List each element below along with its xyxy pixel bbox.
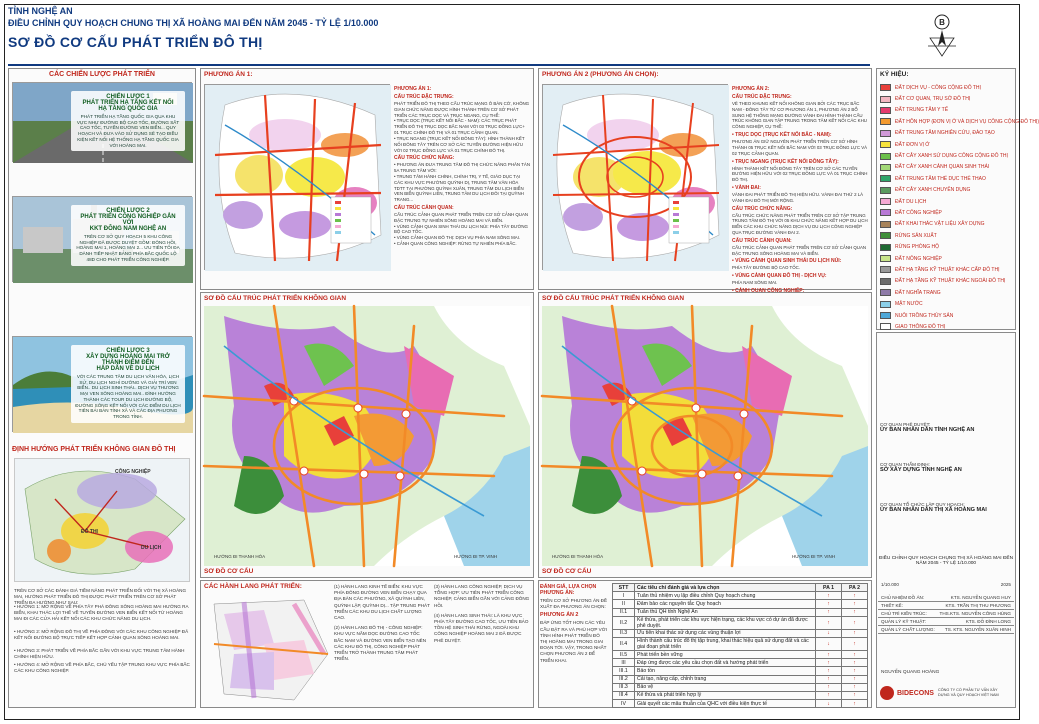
- option2-block-text: PHƯƠNG ÁN GIỮ NGUYÊN PHÁT TRIỂN TRÊN CƠ SỞ HÌNH THÀNH 05 TRỤC KẾT NỐI BẮC NAM VỚI 03 TRỤC ĐỒNG LỰC VÀ 02 TRỤC CẢNH QUAN.: [732, 139, 868, 156]
- spatial-map-2: [542, 306, 868, 566]
- legend-title: KÝ HIỆU:: [880, 71, 909, 78]
- company-name: CÔNG TY CỔ PHẦN TƯ VẤN XÂY DỰNG VÀ QUY HOẠCH VIỆT NAM: [937, 688, 999, 697]
- legend-item: [880, 276, 1014, 287]
- strategy-2-caption: [71, 205, 185, 266]
- legend-swatch: [880, 187, 891, 194]
- option2-title: PHƯƠNG ÁN 2 (PHƯƠNG ÁN CHỌN):: [542, 71, 659, 78]
- criteria-mark: ↑: [842, 700, 868, 708]
- option1-block-text: PHÁT TRIỂN ĐÔ THỊ THEO CẤU TRÚC MẠNG Ô BÀN CỜ, KHÔNG GIAN CHỨC NĂNG ĐƯỢC HÌNH THÀNH TRÊN CƠ SỞ PHÁT TRIỂN CÁC TRỤC DỌC VÀ TRỤC NGANG, CỤ THỂ:: [394, 101, 530, 118]
- legend-swatch: [880, 130, 891, 137]
- signature-role: THIẾT KẾ:: [881, 603, 903, 608]
- strategy-3-title: CHIẾN LƯỢC 3 XÂY DỰNG HOÀNG MAI TRỞ THÀNH ĐIỂM ĐẾN HẤP DẪN VỀ DU LỊCH: [86, 348, 170, 372]
- criteria-label: Cải tạo, nâng cấp, chỉnh trang: [635, 675, 816, 683]
- criteria-label: Ưu tiên khai thác sử dụng các vùng thuận lợi: [635, 629, 816, 637]
- legend-item: [880, 93, 1014, 104]
- criteria-stt: I: [613, 592, 635, 600]
- criteria-mark: ↑: [816, 683, 842, 691]
- legend-label: ĐẤT NGHĨA TRANG: [895, 289, 941, 296]
- criteria-stt: IV: [613, 700, 635, 708]
- organizer-name: ỦY BAN NHÂN DÂN THỊ XÃ HOÀNG MAI: [880, 507, 987, 513]
- criteria-label: Bảo vệ: [635, 683, 816, 691]
- option1-title: PHƯƠNG ÁN 1:: [204, 71, 253, 78]
- legend-label: RỪNG SẢN XUẤT: [895, 232, 937, 239]
- criteria-header-row: [613, 584, 868, 592]
- criteria-stt: II.2: [613, 616, 635, 629]
- signature-row: [878, 594, 1014, 602]
- strategies-title: CÁC CHIẾN LƯỢC PHÁT TRIỂN: [49, 71, 155, 78]
- criteria-row: [613, 683, 868, 691]
- legend-label: ĐẤT CÔNG NGHIỆP: [895, 209, 942, 216]
- option1-description: [394, 84, 530, 286]
- director-name: NGUYỄN QUANG HOÀNG: [881, 670, 940, 675]
- legend-item: [880, 196, 1014, 207]
- signature-row: [878, 610, 1014, 618]
- criteria-mark: ↑: [842, 667, 868, 675]
- evaluation-highlight: PHƯƠNG ÁN 2: [540, 612, 579, 619]
- legend-swatch: [880, 244, 891, 251]
- criteria-header: PA 1: [816, 584, 842, 592]
- criteria-mark: ↑: [816, 691, 842, 699]
- criteria-stt: II.1: [613, 608, 635, 616]
- criteria-stt: II: [613, 600, 635, 608]
- criteria-row: [613, 667, 868, 675]
- orientation-bullet-2: • HƯỚNG 2: MỞ RỘNG ĐÔ THỊ VỀ PHÍA ĐÔNG VỚI CÁC KHU CÔNG NGHIỆP ĐÃ KẾT NỐI ĐƯỜNG BỘ TRỰC TIẾP KẾT HỢP CẢNH QUAN SÔNG HOÀNG MAI.: [14, 629, 189, 641]
- legend-item: [880, 219, 1014, 230]
- legend-item: [880, 321, 1014, 332]
- base-map-2-title: SƠ ĐỒ CƠ CẤU: [542, 568, 592, 575]
- tag-urban: ĐÔ THỊ: [81, 529, 98, 535]
- signature-role: QUẢN LÝ KỸ THUẬT:: [881, 619, 926, 624]
- legend-item: [880, 287, 1014, 298]
- criteria-mark: ↑: [816, 675, 842, 683]
- criteria-mark: ↑: [816, 667, 842, 675]
- legend-item: [880, 241, 1014, 252]
- option2-block-heading: • TRỤC DỌC (TRỤC KẾT NỐI BẮC - NAM):: [732, 132, 832, 139]
- criteria-stt: II.3: [613, 629, 635, 637]
- legend-item: [880, 253, 1014, 264]
- legend-item: [880, 150, 1014, 161]
- title-block: [876, 332, 1016, 708]
- company-block: [880, 686, 1004, 700]
- signature-person: KTS. NGUYỄN QUANG HUY: [950, 595, 1011, 600]
- criteria-row: [613, 629, 868, 637]
- scale-date-row: [878, 582, 1014, 587]
- approver-block: [878, 422, 1014, 433]
- criteria-mark: ↓: [816, 629, 842, 637]
- orientation-title: ĐỊNH HƯỚNG PHÁT TRIỂN KHÔNG GIAN ĐÔ THỊ: [12, 446, 176, 453]
- corridor-text: (3) HÀNH LANG CÔNG NGHIỆP, DỊCH VỤ TỔNG HỢP: ƯU TIÊN PHÁT TRIỂN CÔNG NGHIỆP, CẢNG BIỂN GẮN VỚI CẢNG ĐÔNG HỒI.: [434, 584, 530, 608]
- north-arrow-icon: [920, 10, 964, 58]
- corridors-map: [204, 594, 334, 704]
- legend-swatch: [880, 141, 891, 148]
- appraiser-name: SỞ XÂY DỰNG TỈNH NGHỆ AN: [880, 467, 962, 473]
- orientation-diagram: [14, 458, 190, 582]
- criteria-mark: ↑: [816, 608, 842, 616]
- criteria-label: Hình thành cấu trúc đô thị tập trung, khai thác hiệu quả sử dụng đất và các giai đoạn phát triển: [635, 637, 816, 650]
- legend-swatch: [880, 255, 891, 262]
- organizer-block: [878, 502, 1014, 513]
- criteria-stt: III: [613, 659, 635, 667]
- direction-label: HƯỚNG ĐI THANH HÓA: [214, 554, 266, 559]
- signature-role: CHỦ TRÌ KIẾN TRÚC:: [881, 611, 927, 616]
- legend-swatch: [880, 312, 891, 319]
- signature-person: KTS. TRẦN THỊ THU PHƯƠNG: [945, 603, 1011, 608]
- legend-label: ĐẤT KHAI THÁC VẬT LIỆU XÂY DỰNG: [895, 221, 985, 228]
- drawing-header: [8, 6, 868, 66]
- evaluation-text: TRÊN CƠ SỞ PHƯƠNG ÁN ĐỀ XUẤT ĐA PHƯƠNG ÁN CHỌN:: [540, 598, 608, 610]
- signature-row: [878, 618, 1014, 626]
- criteria-mark: ↓: [816, 700, 842, 708]
- legend-swatch: [880, 232, 891, 239]
- strategy-2-title: CHIẾN LƯỢC 2 PHÁT TRIỂN CÔNG NGHIỆP GẮN VỚI KKT ĐÔNG NAM NGHỆ AN: [80, 208, 176, 232]
- criteria-row: [613, 600, 868, 608]
- criteria-row: [613, 659, 868, 667]
- date-value: 2025: [1000, 582, 1011, 587]
- criteria-header: PA 2: [842, 584, 868, 592]
- spatial-map-1: [204, 306, 530, 566]
- criteria-mark: ↑: [816, 600, 842, 608]
- signature-role: QUẢN LÝ CHẤT LƯỢNG:: [881, 627, 935, 632]
- corridor-text: (2) HÀNH LANG ĐÔ THỊ - CÔNG NGHIỆP: KHU VỰC NẰM DỌC ĐƯỜNG CAO TỐC BẮC NAM VÀ ĐƯỜNG VEN BIỂN TẠO NÊN CÁC KHU ĐÔ THỊ, CÔNG NGHIỆP PHÁT TRIỂN TRỞ THÀNH TRUNG TÂM PHÁT TRIỂN.: [334, 625, 427, 662]
- legend-item: [880, 116, 1039, 127]
- legend-label: ĐẤT HỖN HỢP (ĐƠN VỊ Ở VÀ DỊCH VỤ CÔNG CỘNG ĐÔ THỊ): [895, 118, 1039, 125]
- company-logo-icon: [880, 686, 894, 700]
- legend-swatch: [880, 84, 891, 91]
- legend-label: GIAO THÔNG ĐÔ THỊ: [895, 323, 946, 330]
- signature-person: THS.KTS. NGUYỄN CÔNG HÙNG: [939, 611, 1011, 616]
- option1-block-text: • TRỤC DỌC (TRỤC KẾT NỐI BẮC - NAM): CÁC TRỤC PHÁT TRIỂN ĐÔ THỊ TRỤC DỌC BẮC NAM VỚI 03 TRỤC ĐỒNG LỰC+ 01 TRỤC CHÍNH ĐÔ THỊ VÀ 01 TRỤC CẢNH QUAN.: [394, 118, 525, 136]
- legend-swatch: [880, 198, 891, 205]
- option1-block-text: CẤU TRÚC CẢNH QUAN PHÁT TRIỂN TRÊN CƠ SỞ CẢNH QUAN ĐẶC TRƯNG TỰ NHIÊN SÔNG HOÀNG MAI VÀ BIỂN.: [394, 212, 529, 223]
- legend-swatch: [880, 118, 891, 125]
- strategy-3-text: VỚI CÁC TRUNG TÂM DU LỊCH VĂN HÓA, LỊCH SỬ, DU LỊCH NGHỈ DƯỠNG VÀ GIẢI TRÍ VEN BIỂN.. DU LỊCH SINH THÁI.. DỊCH VỤ THƯƠNG MẠI VEN SÔNG HOÀNG MAI.. ĐÌNH HƯỚNG THÀNH CÁC TOUR DU LỊCH ĐƯỜNG BỘ, ĐƯỜNG SÔNG KẾT NỐI VỚI CÁC ĐIỂM DU LỊCH TIÊN BẢI BẢN TỈNH XÃ VÀ CÁC ĐỊA PHƯƠNG TRONG TỈNH.: [75, 374, 181, 420]
- orientation-bullet-4: • HƯỚNG 4: MỞ RỘNG VỀ PHÍA BẮC, CHÚ YẾU TẬP TRUNG KHU VỰC PHÍA BẮC CÁC KHU CÔNG NGHIỆP.: [14, 662, 190, 674]
- legend-label: ĐẤT TRUNG TÂM Y TẾ: [895, 107, 949, 114]
- criteria-label: Tuân thủ nhiệm vụ lập điều chỉnh Quy hoạch chung: [635, 592, 816, 600]
- legend-swatch: [880, 164, 891, 171]
- legend-swatch: [880, 153, 891, 160]
- option1-block-text: • CẢNH QUAN CÔNG NGHIỆP: RỪNG TỰ NHIÊN PHÍA BẮC.: [394, 241, 517, 247]
- criteria-label: Đảm bảo các nguyên tắc Quy hoạch: [635, 600, 816, 608]
- criteria-row: [613, 608, 868, 616]
- signature-person: KTS. ĐỖ ĐÌNH LONG: [965, 619, 1011, 624]
- option1-block-text: • PHƯƠNG ÁN ĐƯA TRUNG TÂM ĐÔ THỊ CHỨC NĂNG PHÂN TÁN 5A TRUNG TÂM VỚI:: [394, 162, 531, 174]
- criteria-label: Giải quyết các mâu thuẫn của QHC với điều kiện thực tế: [635, 700, 816, 708]
- criteria-stt: II.5: [613, 650, 635, 658]
- strategy-1-text: PHÁT TRIỂN HẠ TẦNG QUỐC GIA QUA KHU VỰC NHƯ ĐƯỜNG BỘ CAO TỐC, ĐƯỜNG SẮT CAO TỐC, TUYẾN ĐƯỜNG VEN BIỂN... QUY HOẠCH VÀ ĐƯA VÀO SỬ DỤNG SẼ TẠO ĐIỀU KIỆN KẾT NỐI HỆ THỐNG HẠ TẦNG QUỐC GIA VỚI HOÀNG MAI.: [76, 114, 180, 148]
- option2-description: [732, 84, 868, 286]
- criteria-stt: III.1: [613, 667, 635, 675]
- legend-swatch: [880, 107, 891, 114]
- signature-row: [878, 602, 1014, 610]
- criteria-mark: ↑: [842, 592, 868, 600]
- criteria-row: [613, 691, 868, 699]
- legend-item: [880, 230, 1014, 241]
- legend-label: ĐẤT NÔNG NGHIỆP: [895, 255, 942, 262]
- spatial-map-1-title: SƠ ĐỒ CẤU TRÚC PHÁT TRIỂN KHÔNG GIAN: [204, 295, 347, 302]
- strategy-1-caption: [71, 91, 185, 151]
- criteria-mark: ↑: [842, 637, 868, 650]
- organizer-role: CƠ QUAN TỔ CHỨC LẬP QUY HOẠCH:: [880, 502, 965, 507]
- tag-tourism: DU LỊCH: [141, 545, 162, 551]
- criteria-row: [613, 675, 868, 683]
- criteria-mark: ↑: [842, 659, 868, 667]
- legend-label: ĐẤT CÂY XANH CHUYÊN DỤNG: [895, 187, 971, 194]
- criteria-row: [613, 637, 868, 650]
- approver-name: ỦY BAN NHÂN DÂN TỈNH NGHỆ AN: [880, 427, 975, 433]
- direction-label: HƯỚNG ĐI THANH HÓA: [552, 554, 604, 559]
- criteria-row: [613, 592, 868, 600]
- strategy-card-1: [12, 82, 192, 162]
- legend-item: [880, 105, 1014, 116]
- criteria-mark: ↑: [816, 659, 842, 667]
- option2-block-text: VẼ THEO KHUNG KẾT NỐI KHÔNG GIAN BỞI CÁC TRỤC BẮC NAM - ĐÔNG TÂY TỪ CƠ PHƯƠNG ÁN 1, PHƯƠNG ÁN 2 BỔ SUNG HỆ THỐNG MẠNG ĐƯỜNG VÀNH ĐAI HÌNH THÀNH CẤU TRÚC KHÔNG GIAN TẬP TRUNG TRONG TÂM KẾT NỐI CÁC KHU CÔNG NGHIỆP, CỤ THỂ:: [732, 101, 867, 130]
- header-divider: [8, 64, 870, 66]
- legend-label: RỪNG PHÒNG HỘ: [895, 244, 939, 251]
- legend-swatch: [880, 266, 891, 273]
- spatial-map-2-title: SƠ ĐỒ CẤU TRÚC PHÁT TRIỂN KHÔNG GIAN: [542, 295, 685, 302]
- orientation-text: TRÊN CƠ SỞ CÁC ĐÁNH GIÁ TIỀM NĂNG PHÁT TRIỂN ĐỐI VỚI THỊ XÃ HOÀNG MAI, HƯỚNG PHÁT TRIỂN ĐÔ THỊ ĐƯỢC PHÁT TRIỂN TRÊN CƠ SỞ PHÁT TRIỂN ĐA HƯỚNG NHƯ SAU:: [14, 588, 187, 606]
- legend-item: [880, 82, 1014, 93]
- legend-label: ĐẤT TRUNG TÂM NGHIÊN CỨU, ĐÀO TẠO: [895, 130, 995, 137]
- corridor-text: (1) HÀNH LANG KINH TẾ BIỂN: KHU VỰC PHÍA ĐÔNG ĐƯỜNG VEN BIỂN CHẠY QUA ĐỊA BÀN CÁC PHƯỜNG, XÃ QUỲNH LIÊN, QUỲNH LẬP, QUỲNH DỊ... TẬP TRUNG PHÁT TRIỂN CÁC KHU DU LỊCH CHẤT LƯỢNG CAO.: [334, 584, 430, 620]
- legend-swatch: [880, 289, 891, 296]
- criteria-stt: III.2: [613, 675, 635, 683]
- criteria-stt: III.3: [613, 683, 635, 691]
- legend-swatch: [880, 323, 891, 330]
- signature-person: TS. KTS. NGUYỄN XUÂN HINH: [944, 627, 1011, 632]
- option2-block-heading: CẤU TRÚC CẢNH QUAN:: [732, 237, 792, 244]
- legend-item: [880, 264, 1014, 275]
- legend-item: [880, 310, 1014, 321]
- criteria-mark: ↑: [816, 592, 842, 600]
- option1-block-heading: CẤU TRÚC CẢNH QUAN:: [394, 205, 454, 211]
- plan-title: ĐIỀU CHỈNH QUY HOẠCH CHUNG THỊ XÃ HOÀNG MAI ĐẾN NĂM 2045 - TỶ LỆ 1/10.000: [8, 18, 379, 28]
- legend-label: ĐẤT CÂY XANH SỬ DỤNG CÔNG CỘNG ĐÔ THỊ: [895, 153, 1008, 160]
- legend-swatch: [880, 221, 891, 228]
- legend-label: ĐẤT DU LỊCH: [895, 198, 927, 205]
- option2-block-heading: CẤU TRÚC ĐẶC TRƯNG:: [732, 94, 792, 100]
- option2-block-text: PHÍA NAM SÔNG MAI.: [732, 280, 778, 286]
- criteria-mark: ↑: [842, 608, 868, 616]
- criteria-row: [613, 616, 868, 629]
- evaluation-text-2: ĐÁP ỨNG TỐT HƠN CÁC YÊU CẦU ĐẶT RA VÀ PHÙ HỢP VỚI TÌNH HÌNH PHÁT TRIỂN ĐÔ THỊ HOÀNG MAI TRONG GIAI ĐOẠN TỚI. VẬY, TRONG NHẤT CHỌN PHƯƠNG ÁN 2 ĐỂ TRIỂN KHAI.: [540, 620, 607, 663]
- tag-industry: CÔNG NGHIỆP: [115, 469, 151, 475]
- legend-swatch: [880, 96, 891, 103]
- option2-block-heading: • VÙNG CẢNH QUAN ĐÔ THỊ - DỊCH VỤ:: [732, 273, 827, 280]
- option2-block-text: PHÍA TÂY ĐƯỜNG BỘ CAO TỐC.: [732, 265, 801, 271]
- strategy-card-3: [12, 336, 192, 432]
- evaluation-note: [540, 584, 608, 664]
- strategy-2-text: TRÊN CƠ SỞ QUY HOẠCH 5 KHU CÔNG NGHIỆP ĐÃ ĐƯỢC DUYỆT GỒM: ĐÔNG HỒI, HOÀNG MAI 1, HOÀNG MAI 2... ƯU TIÊN TỐI ĐA DÀNH TIẾP NHẬT BẢNG PHÍA BẮC QUỐC LỘ 48D CHO PHÁT TRIỂN CÔNG NGHIỆP.: [76, 234, 180, 262]
- compass-letter: B: [939, 18, 945, 27]
- criteria-stt: II.4: [613, 637, 635, 650]
- strategy-1-title: CHIẾN LƯỢC 1 PHÁT TRIỂN HẠ TẦNG KẾT NỐI HẠ TẦNG QUỐC GIA: [82, 94, 174, 112]
- appraiser-role: CƠ QUAN THẨM ĐỊNH:: [880, 462, 930, 467]
- company-logo-text: BIDECONS: [897, 689, 934, 697]
- option2-block-heading: • VÀNH ĐAI:: [732, 184, 761, 191]
- legend-item: [880, 128, 1014, 139]
- legend-label: NUÔI TRỒNG THỦY SẢN: [895, 312, 954, 319]
- option1-map: [204, 84, 390, 270]
- legend-item: [880, 139, 1014, 150]
- option1-block-text: • TRUNG TÂM HÀNH CHÍNH, CHÍNH TRỊ, Y TẾ, GIÁO DỤC TẠI CÁC KHU VỰC PHƯỜNG QUỲNH DỊ, TRUNG TÂM VĂN HÓA TDTT TẠI PHƯỜNG QUỲNH XUÂN, TRUNG TÂM DU LỊCH BIỂN VEN BIỂN QUỲNH LIÊN, TRUNG TÂM DU LỊCH ĐÔI TẠI QUỲNH TRANG...: [394, 173, 524, 203]
- legend-label: ĐẤT CÂY XANH CẢNH QUAN SINH THÁI: [895, 164, 990, 171]
- criteria-header: Các tiêu chí đánh giá và lựa chọn: [635, 584, 816, 592]
- criteria-mark: ↑: [816, 616, 842, 629]
- signature-role: CHỦ NHIỆM ĐỒ ÁN:: [881, 595, 925, 600]
- legend-item: [880, 162, 1014, 173]
- criteria-row: [613, 650, 868, 658]
- option1-block-text: • TRỤC NGANG (TRỤC KẾT NỐI ĐÔNG TÂY): HÌNH THÀNH KẾT NỐI ĐÔNG TÂY TRÊN CƠ SỞ CÁC TUYẾN ĐƯỜNG HIỆN HỮU VỚI 02 TRỤC ĐỒNG LỰC VÀ 01 TRỤC CHÍNH ĐÔ THỊ.: [394, 135, 525, 153]
- option1-block-heading: CẤU TRÚC ĐẶC TRƯNG:: [394, 94, 454, 100]
- legend-label: ĐẤT DỊCH VỤ - CÔNG CỘNG ĐÔ THỊ: [895, 84, 981, 91]
- evaluation-title: ĐÁNH GIÁ, LỰA CHỌN PHƯƠNG ÁN:: [540, 584, 597, 596]
- corridor-col-1: [334, 584, 430, 662]
- option2-block-text: CẤU TRÚC CẢNH QUAN PHÁT TRIỂN TRÊN CƠ SỞ CẢNH QUAN ĐẶC TRƯNG SÔNG HOÀNG MAI VÀ BIỂN.: [732, 244, 867, 256]
- option2-block-heading: CẤU TRÚC CHỨC NĂNG:: [732, 205, 793, 212]
- option1-block-heading: CẤU TRÚC CHỨC NĂNG:: [394, 155, 455, 162]
- option2-block-text: CẤU TRÚC CHỨC NĂNG PHÁT TRIỂN TRÊN CƠ SỞ TẬP TRUNG TRUNG TÂM ĐÔ THỊ VỚI 05 KHU CHỨC NĂNG KẾT HỢP DU LỊCH BIỂN CÁC KHU CHỨC NĂNG DỊCH VỤ DU LỊCH CÔNG NGHIỆP QUA TRỤC ĐƯỜNG VÀNH ĐAI 2.: [732, 212, 868, 235]
- orientation-bullet-3: • HƯỚNG 3: PHÁT TRIỂN VỀ PHÍA BẮC GẮN VỚI KHU VỰC TRUNG TÂM HÀNH CHÍNH HIỆN HỮU.: [14, 648, 185, 660]
- criteria-label: Tuân thủ QH tỉnh Nghệ An: [635, 608, 816, 616]
- criteria-label: Kế thừa và phát triển hợp lý: [635, 691, 816, 699]
- criteria-mark: ↑: [842, 600, 868, 608]
- criteria-mark: ↑: [816, 650, 842, 658]
- legend-label: ĐẤT ĐƠN VỊ Ở: [895, 141, 930, 148]
- option2-block-text: VÀNH ĐAI PHÁT TRIỂN ĐÔ THỊ HIỆN HỮU. VÀNH ĐAI THỨ 2 LÀ VÀNH ĐAI ĐÔ THỊ MỚI RỘNG.: [732, 191, 864, 203]
- direction-label: HƯỚNG ĐI TP. VINH: [454, 554, 498, 559]
- legend-label: ĐẤT HẠ TẦNG KỸ THUẬT KHÁC NGOÀI ĐÔ THỊ: [895, 278, 1006, 285]
- legend-swatch: [880, 175, 891, 182]
- approver-role: CƠ QUAN PHÊ DUYỆT:: [880, 422, 931, 427]
- appraiser-block: [878, 462, 1014, 473]
- criteria-table: [612, 583, 868, 708]
- option1-block-text: • VÙNG CẢNH QUAN SINH THÁI DU LỊCH NÚI: PHÍA TÂY ĐƯỜNG BỘ CAO TỐC.: [394, 223, 528, 235]
- criteria-label: Kế thừa, phát triển các khu vực hiện trạng, các khu vực có dự án đã được phê duyệt.: [635, 616, 816, 629]
- criteria-label: Phát triển bền vững: [635, 650, 816, 658]
- legend-swatch: [880, 209, 891, 216]
- legend-label: MẶT NƯỚC: [895, 301, 923, 308]
- province-label: TỈNH NGHỆ AN: [8, 6, 73, 16]
- drawing-title: SƠ ĐỒ CƠ CẤU PHÁT TRIỂN ĐÔ THỊ: [8, 34, 263, 50]
- option2-block-heading: • TRỤC NGANG (TRỤC KẾT NỐI ĐÔNG TÂY):: [732, 158, 839, 165]
- criteria-mark: ↑: [842, 691, 868, 699]
- direction-label: HƯỚNG ĐI TP. VINH: [792, 554, 836, 559]
- corridor-text: (4) HÀNH LANG SINH THÁI: LÀ KHU VỰC PHÍA TÂY ĐƯỜNG CAO TỐC, ƯU TIÊN BẢO TỒN HỆ SINH THÁI RỪNG, NGOÀI KHU CÔNG NGHIỆP HOÀNG MAI 2 ĐÃ ĐƯỢC PHÊ DUYỆT.: [434, 612, 529, 643]
- corridor-col-2: [434, 584, 530, 644]
- option2-block-heading: • VÙNG CẢNH QUAN SINH THÁI DU LỊCH NÚI:: [732, 258, 842, 265]
- signature-rows: [878, 594, 1014, 634]
- strategy-3-caption: [71, 345, 185, 423]
- criteria-header: STT: [613, 584, 635, 592]
- scale-value: 1/10.000: [881, 582, 899, 587]
- legend-item: [880, 185, 1014, 196]
- orientation-bullet-1: • HƯỚNG 1: MỞ RỘNG VỀ PHÍA TÂY PHÁ ĐÔNG SÔNG HOÀNG MAI HƯỚNG RA BIỂN, KHAI THÁC LỢI THẾ VỀ TUYẾN ĐƯỜNG VEN BIỂN KẾT NỐI TỪ HOÀNG MAI ĐI CÁC CỬA HẢI KẾT NỐI CÁC KHU CHỨC NĂNG DU LỊCH.: [14, 604, 189, 622]
- criteria-row: [613, 700, 868, 708]
- legend-label: ĐẤT CƠ QUAN, TRỤ SỞ ĐÔ THỊ: [895, 96, 971, 103]
- legend-swatch: [880, 301, 891, 308]
- project-name: ĐIỀU CHỈNH QUY HOẠCH CHUNG THỊ XÃ HOÀNG MAI ĐẾN NĂM 2045 - TỶ LỆ 1/10.000: [878, 556, 1014, 566]
- criteria-mark: ↑: [842, 683, 868, 691]
- legend-item: [880, 298, 1014, 309]
- option2-block-text: HÌNH THÀNH KẾT NỐI ĐÔNG TÂY TRÊN CƠ SỞ CÁC TUYẾN ĐƯỜNG HIỆN HỮU VỚI 02 TRỤC ĐỒNG LỰC VÀ 01 TRỤC CHÍNH ĐÔ THỊ.: [732, 165, 868, 183]
- criteria-label: Bảo tồn: [635, 667, 816, 675]
- criteria-stt: III.4: [613, 691, 635, 699]
- criteria-mark: ↑: [842, 650, 868, 658]
- legend-item: [880, 207, 1014, 218]
- signature-row: [878, 626, 1014, 634]
- corridors-title: CÁC HÀNH LANG PHÁT TRIỂN:: [204, 583, 302, 590]
- legend-item: [880, 173, 1014, 184]
- legend-label: ĐẤT HẠ TẦNG KỸ THUẬT KHÁC CẤP ĐÔ THỊ: [895, 266, 1000, 273]
- criteria-mark: ↑: [842, 629, 868, 637]
- criteria-label: Đáp ứng được các yêu cầu chọn đất và hướng phát triển: [635, 659, 816, 667]
- criteria-mark: ↓: [816, 637, 842, 650]
- legend-label: ĐẤT TRUNG TÂM THỂ DỤC THỂ THAO: [895, 175, 986, 182]
- strategy-card-2: [12, 196, 192, 282]
- option2-map: [542, 84, 728, 270]
- base-map-1-title: SƠ ĐỒ CƠ CẤU: [204, 568, 254, 575]
- criteria-body: [613, 592, 868, 708]
- criteria-mark: ↑: [842, 616, 868, 629]
- criteria-mark: ↑: [842, 675, 868, 683]
- option1-heading: PHƯƠNG ÁN 1:: [394, 86, 432, 92]
- option2-heading: PHƯƠNG ÁN 2:: [732, 86, 770, 92]
- legend-list: [880, 82, 1039, 355]
- legend-swatch: [880, 278, 891, 285]
- option1-block-text: • VÙNG CẢNH QUAN ĐÔ THỊ: DỊCH VỤ PHÍA NAM SÔNG MAI.: [394, 235, 521, 241]
